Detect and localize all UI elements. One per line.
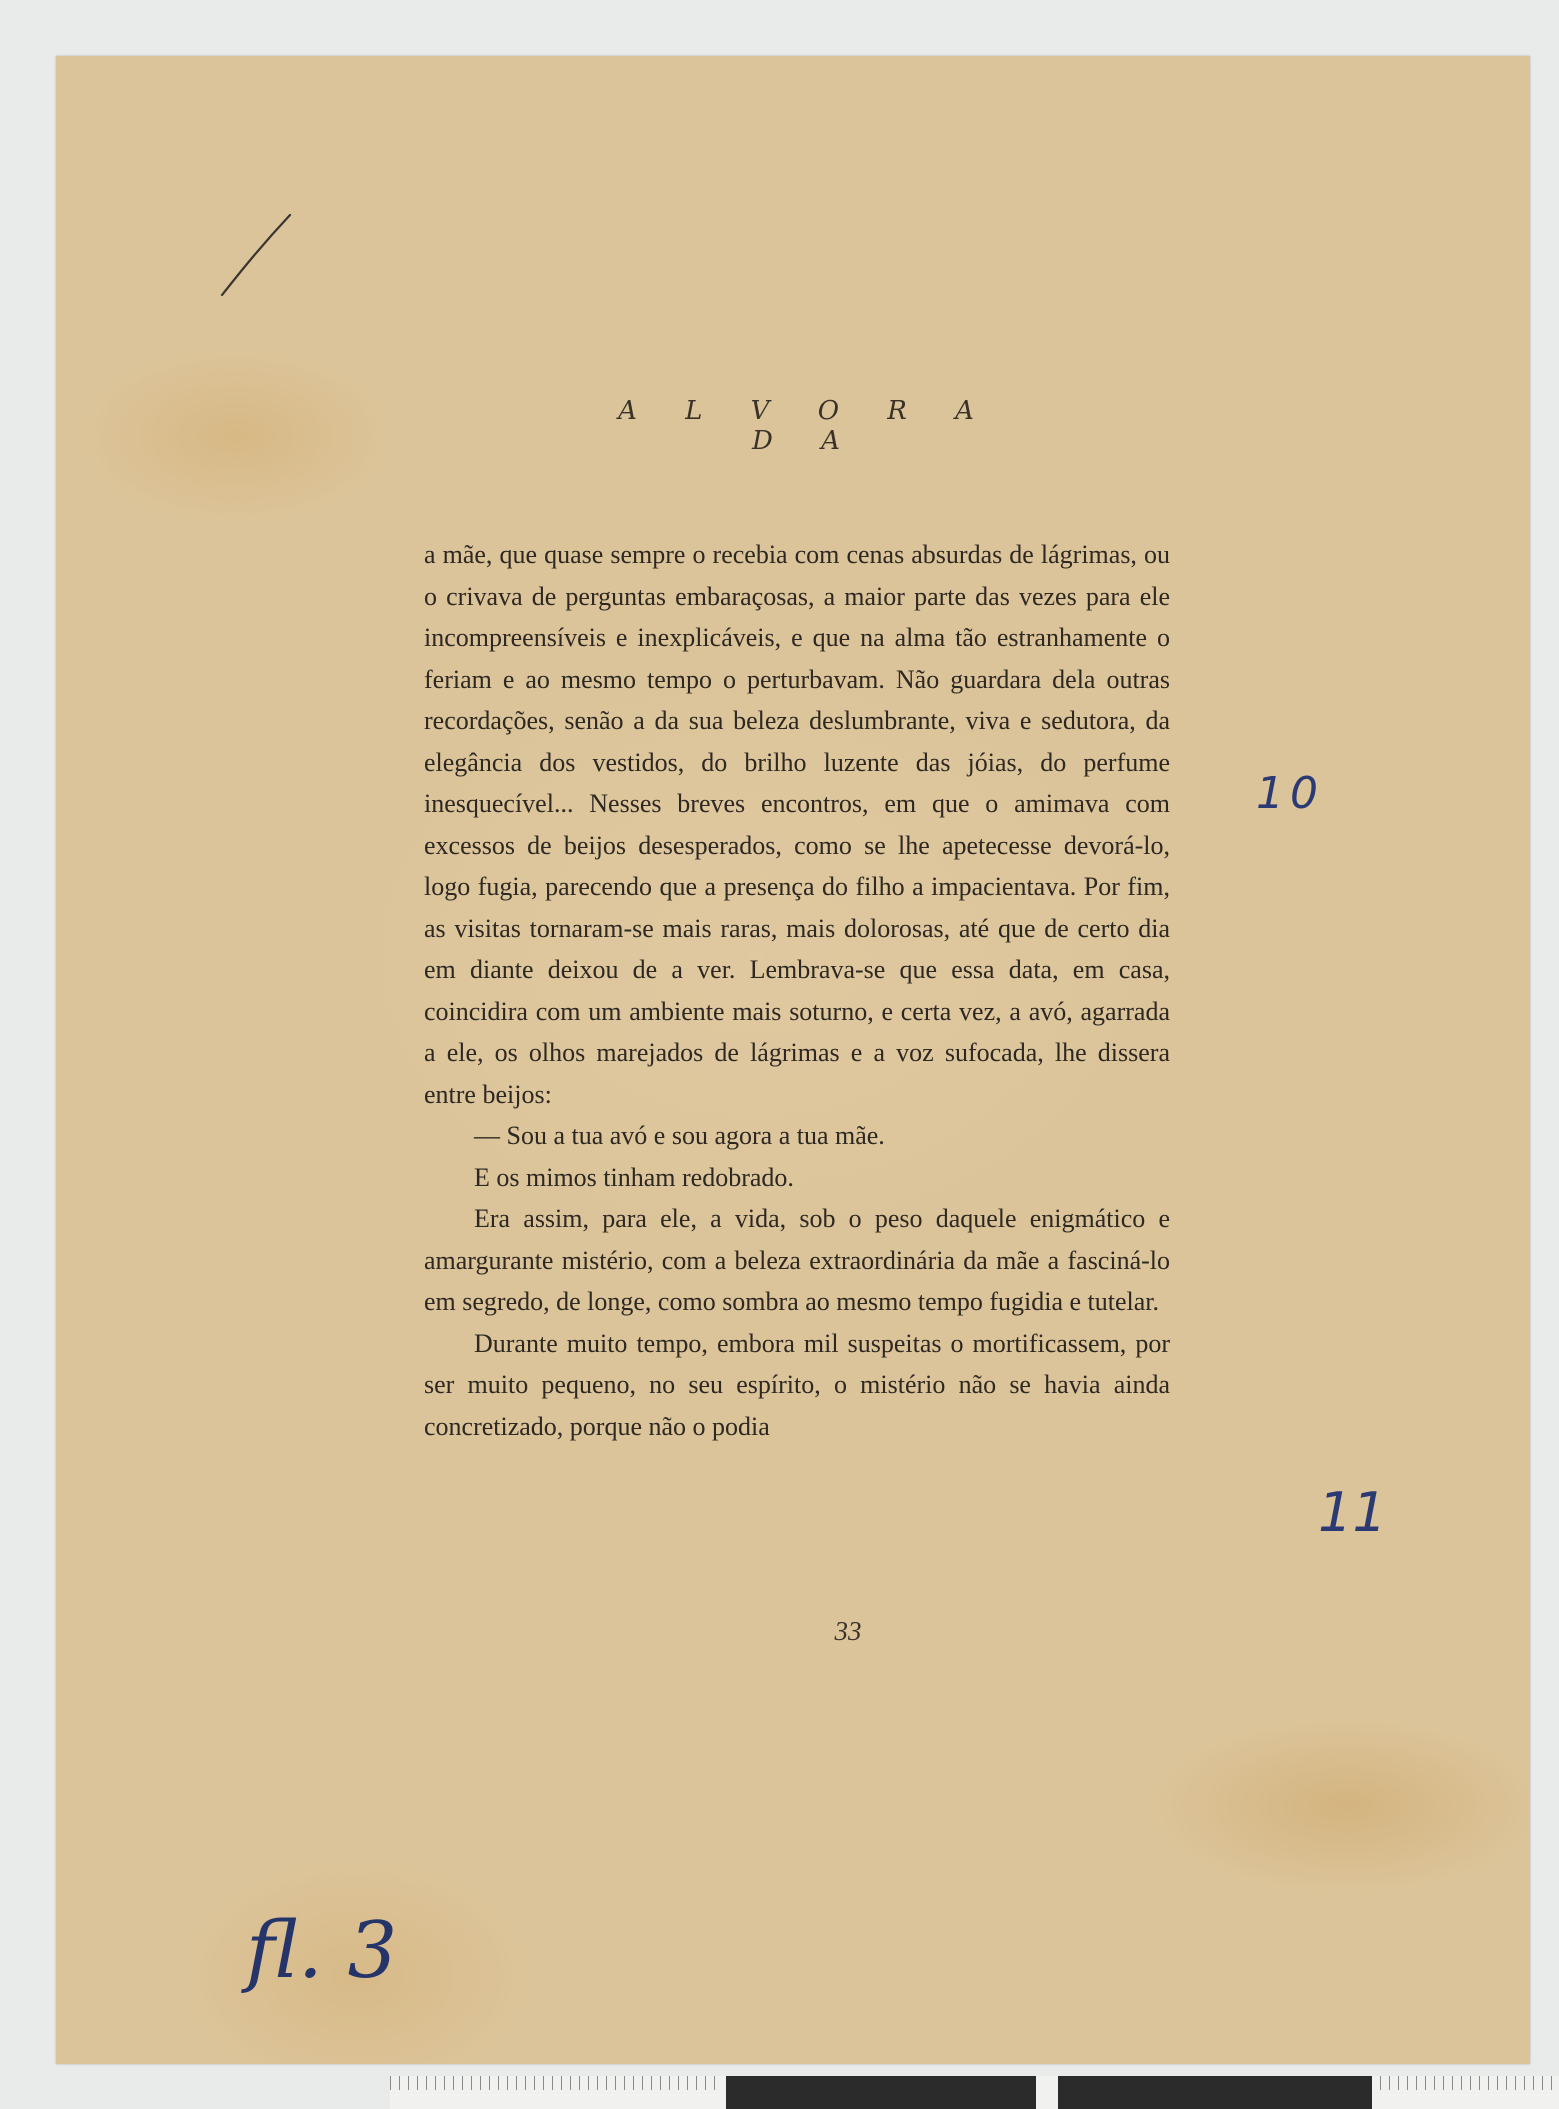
paragraph-4: Era assim, para ele, a vida, sob o peso daquele enigmático e amargurante mistério, com a beleza extraordinária da mãe a fasciná-lo em segredo, de longe, como sombra ao mesmo tempo fugidia e tutelar. xyxy=(424,1204,1170,1316)
body-text xyxy=(424,534,1170,1447)
page-number: 33 xyxy=(834,1616,862,1646)
ruler-dark-block-1 xyxy=(726,2076,1036,2109)
margin-annotation-10: 10 xyxy=(1256,768,1324,819)
manuscript-page xyxy=(56,56,1530,2064)
paragraph-2: — Sou a tua avó e sou agora a tua mãe. xyxy=(474,1121,885,1150)
paragraph-5: Durante muito tempo, embora mil suspeitas o mortificassem, por ser muito pequeno, no seu espírito, o mistério não se havia ainda concretizado, porque não o podia xyxy=(424,1328,1170,1441)
ruler-ticks-right xyxy=(1380,2076,1559,2090)
handwritten-folio: fl. 3 xyxy=(246,1906,398,1996)
pencil-slash-mark xyxy=(216,211,296,301)
running-head: A L V O R A D A xyxy=(618,396,994,456)
scale-ruler xyxy=(390,2076,1559,2109)
ruler-dark-block-2 xyxy=(1058,2076,1372,2109)
ruler-ticks-left xyxy=(390,2076,720,2090)
paragraph-3: E os mimos tinham redobrado. xyxy=(474,1162,794,1192)
margin-annotation-11: 11 xyxy=(1318,1481,1387,1544)
paragraph-1: a mãe, que quase sempre o recebia com cenas absurdas de lágrimas, ou o crivava de perguntas embaraçosas, a maior parte das vezes para ele incompreensíveis e inexplicáveis, e que na alma tão estranhamente o feriam e ao mesmo tempo o perturbavam. Não guardara dela outras recordações, senão a da sua beleza deslumbrante, viva e sedutora, da elegância dos vestidos, do brilho luzente das jóias, do perfume inesquecível... Nesses breves encontros, em que o amimava com excessos de beijos desesperados, como se lhe apetecesse devorá-lo, logo fugia, parecendo que a presença do filho a impacientava. Por fim, as visitas tornaram-se mais raras, mais dolorosas, até que de certo dia em diante deixou de a ver. Lembrava-se que essa data, em casa, coincidira com um ambiente mais soturno, e certa vez, a avó, agarrada a ele, os olhos marejados de lágrimas e a voz sufocada, lhe dissera entre beijos: xyxy=(424,540,1170,1109)
